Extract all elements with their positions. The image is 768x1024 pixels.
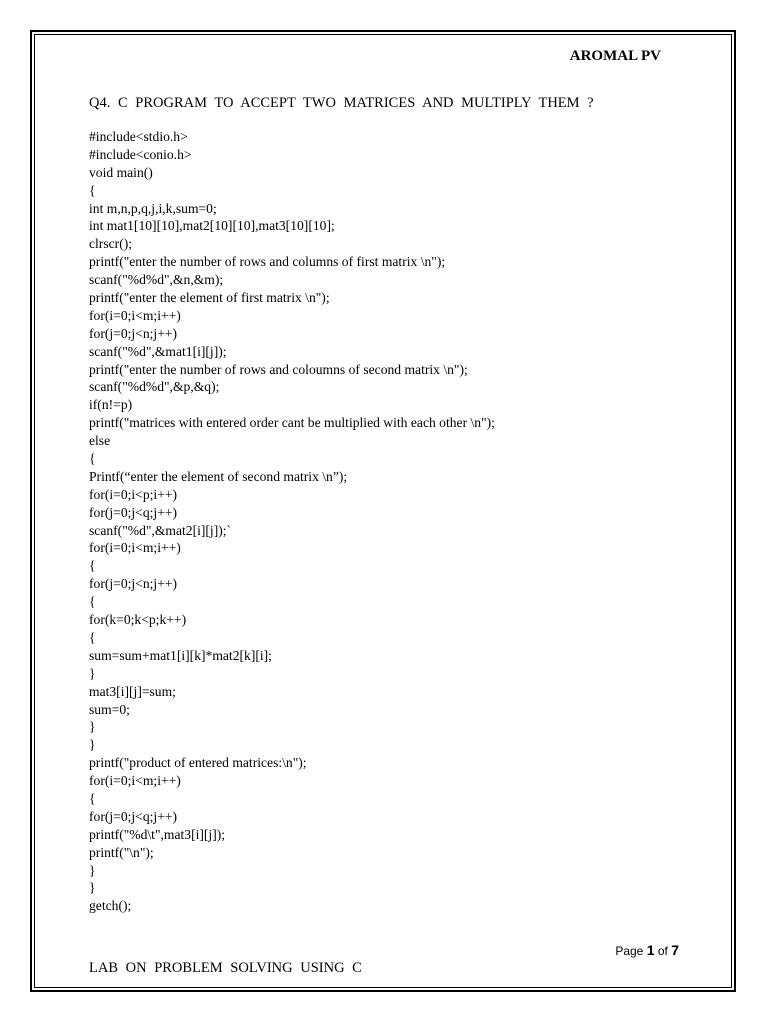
- code-line: for(j=0;j<q;j++): [89, 504, 178, 520]
- code-line: for(j=0;j<n;j++): [89, 576, 178, 592]
- code-line: printf("enter the number of rows and columns of first matrix \n");: [89, 254, 446, 270]
- page-number: [615, 942, 679, 958]
- code-line: for(i=0;i<m;i++): [89, 540, 181, 556]
- code-line: mat3[i][j]=sum;: [89, 683, 176, 699]
- code-line: #include<conio.h>: [89, 146, 192, 162]
- code-line: #include<stdio.h>: [89, 129, 188, 144]
- code-line: {: [89, 558, 96, 574]
- code-line: else: [89, 433, 111, 449]
- code-line: int m,n,p,q,j,i,k,sum=0;: [89, 200, 217, 216]
- code-line: for(i=0;i<m;i++): [89, 307, 181, 323]
- code-line: printf("enter the number of rows and coloumns of second matrix \n");: [89, 361, 468, 377]
- page-number-prefix: Page: [615, 944, 644, 958]
- code-line: int mat1[10][10],mat2[10][10],mat3[10][10];: [89, 218, 335, 234]
- code-line: for(i=0;i<p;i++): [89, 486, 178, 502]
- code-listing: [89, 128, 495, 915]
- code-line: }: [89, 862, 96, 878]
- code-line: }: [89, 737, 96, 753]
- code-line: {: [89, 790, 96, 806]
- code-line: scanf("%d%d",&p,&q);: [89, 379, 220, 395]
- code-line: for(j=0;j<n;j++): [89, 325, 178, 341]
- page-number-total: 7: [671, 942, 679, 958]
- code-line: {: [89, 594, 96, 610]
- code-line: sum=0;: [89, 701, 130, 717]
- code-line: {: [89, 182, 96, 198]
- code-line: void main(): [89, 164, 153, 180]
- code-line: scanf("%d%d",&n,&m);: [89, 272, 224, 288]
- code-line: if(n!=p): [89, 397, 133, 413]
- code-line: for(i=0;i<m;i++): [89, 773, 181, 789]
- page-number-separator: of: [657, 944, 668, 958]
- code-line: }: [89, 719, 96, 735]
- code-line: printf("\n");: [89, 844, 154, 860]
- code-line: printf("enter the element of first matrix \n");: [89, 290, 330, 306]
- page-number-current: 1: [646, 942, 655, 958]
- code-line: printf("matrices with entered order cant be multiplied with each other \n");: [89, 415, 495, 431]
- code-line: printf("product of entered matrices:\n");: [89, 755, 307, 771]
- footer-course-title: LAB ON PROBLEM SOLVING USING C: [89, 960, 362, 976]
- author-name: AROMAL PV: [569, 48, 661, 64]
- code-line: }: [89, 880, 96, 896]
- code-line: scanf("%d",&mat2[i][j]);`: [89, 522, 232, 538]
- code-line: {: [89, 629, 96, 645]
- question-title: Q4. C PROGRAM TO ACCEPT TWO MATRICES AND MULTIPLY THEM ?: [89, 95, 594, 111]
- code-line: Printf(“enter the element of second matrix \n”);: [89, 468, 348, 484]
- code-line: {: [89, 451, 96, 467]
- code-line: printf("%d\t",mat3[i][j]);: [89, 826, 226, 842]
- code-line: }: [89, 665, 96, 681]
- code-line: clrscr();: [89, 236, 133, 252]
- code-line: scanf("%d",&mat1[i][j]);: [89, 343, 227, 359]
- code-line: for(k=0;k<p;k++): [89, 612, 187, 628]
- code-line: for(j=0;j<q;j++): [89, 808, 178, 824]
- code-line: getch();: [89, 898, 132, 914]
- code-line: sum=sum+mat1[i][k]*mat2[k][i];: [89, 647, 272, 663]
